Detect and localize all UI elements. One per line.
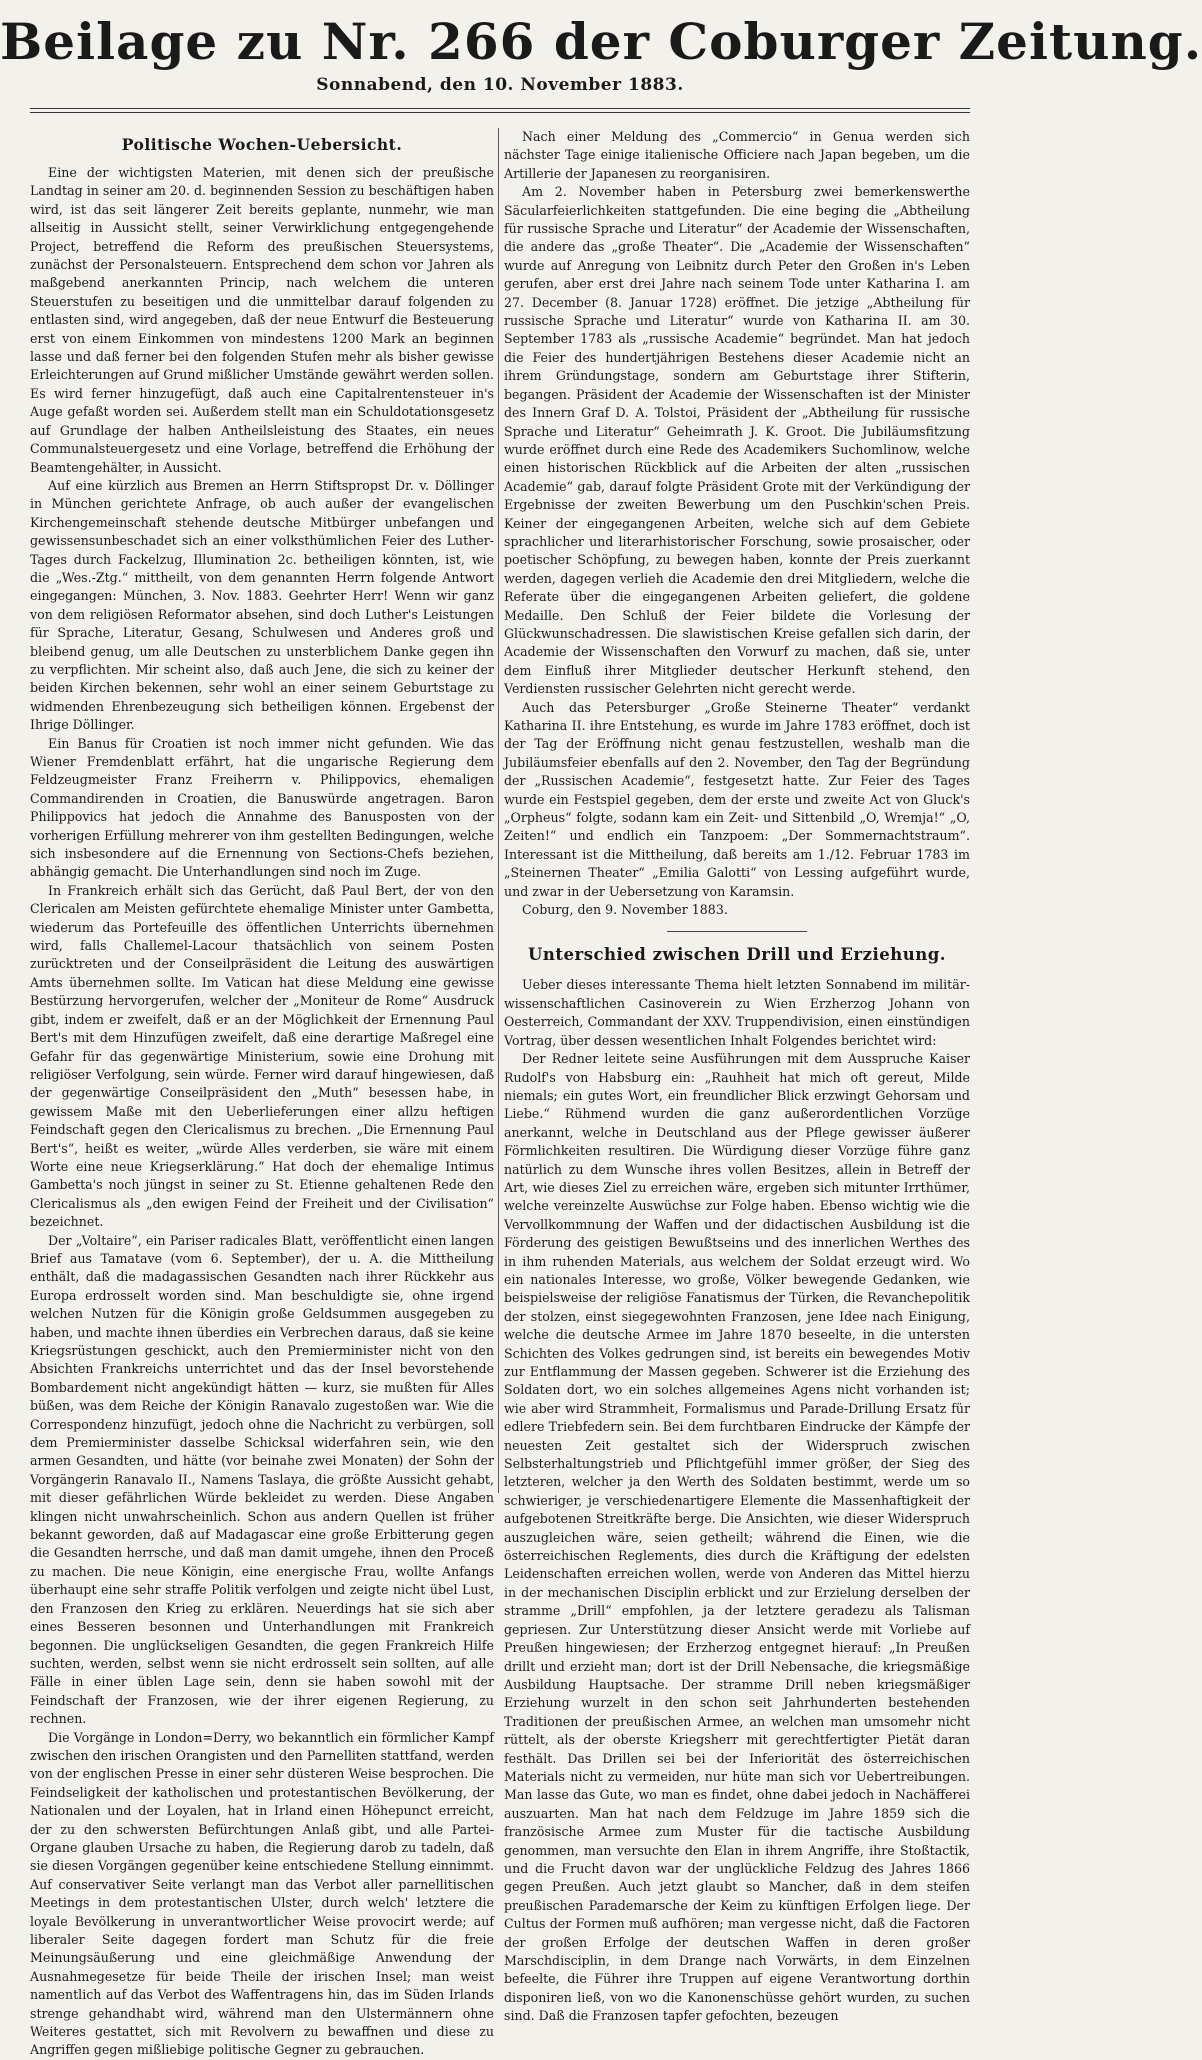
- masthead-rule-bottom: [30, 112, 970, 113]
- article-paragraph: Ueber dieses interessante Thema hielt letzten Sonnabend im militär-wissenschaftlichen Casinoverein zu Wien Erzherzog Johann von Oesterreich, Commandant der XXV. Truppendivision, einen einstündigen Vortrag, über dessen wesentlichen Inhalt Folgendes berichtet wird:: [504, 977, 970, 1048]
- article-paragraph: Der Redner leitete seine Ausführungen mit dem Ausspruche Kaiser Rudolf's von Habsburg ein: „Rauhheit hat mich oft gereut, Milde niemals; ein gutes Wort, ein freundlicher Blick erzwingt Gehorsam und Liebe.“ Rühmend wurden die ganz außerordentlichen Vorzüge anerkannt, welche in Deutschland aus der Pflege gewisser äußerer Förmlichkeiten resultiren. Die Würdigung dieser Vorzüge führe ganz natürlich zu dem Wunsche ihres vollen Besitzes, allein in Betreff der Art, wie dieses Ziel zu erreichen wäre, ergeben sich mitunter Irrthümer, welche vereinzelte Auswüchse zur Folge haben. Ebenso wichtig wie die Vervollkommnung der Waffen und der didactischen Ausbildung ist die Förderung des geistigen Bewußtseins und des innerlichen Werthes des in ihm ruhenden Materials, aus welchem der Soldat erzeugt wird. Wo ein nationales Interesse, wo große, Völker bewegende Gedanken, wie beispielsweise der religiöse Fanatismus der Türken, die Revanchepolitik der stolzen, einst siegegewohnten Franzosen, jene Idee nach Einigung, welche die deutsche Armee im Jahre 1870 beseelte, in die untersten Schichten des Volkes gedrungen sind, ist bereits ein bewegendes Motiv zur Entflammung der Massen gegeben. Schwerer ist die Erziehung des Soldaten dort, wo ein solches allgemeines Agens nicht vorhanden ist; wie aber wird Strammheit, Formalismus und Parade-Drillung Ersatz für edlere Triebfedern sein. Bei dem furchtbaren Eindrucke der Kämpfe der neuesten Zeit gestaltet sich der Widerspruch zwischen Selbsterhaltungstrieb und Pflichtgefühl immer größer, der Sieg des letzteren, welcher ja den Werth des Soldaten bestimmt, werde um so schwieriger, je verschiedenartigere Elemente die Massenhaftigkeit der aufgebotenen Streitkräfte berge. Die Ansichten, wie dieser Widerspruch auszugleichen wäre, seien getheilt; während die Einen, wie die österreichischen Reglements, dies durch die Kräftigung der edelsten Leidenschaften erreichen wollen, werde von Anderen das Mittel hierzu in der mechanischen Disciplin erblickt und zur Erzielung derselben der stramme „Drill“ empfohlen, ja der letztere geradezu als Talisman gepriesen. Zur Unterstützung dieser Ansicht werde mit Vorliebe auf Preußen hingewiesen; der Erzherzog entgegnet hierauf: „In Preußen drillt und erzieht man; dort ist der Drill Nebensache, die kriegsmäßige Ausbildung Hauptsache. Der stramme Drill neben kriegsmäßiger Erziehung wurzelt in den schon seit Jahrhunderten bestehenden Traditionen der preußischen Armee, an welchen man umsomehr nicht rüttelt, als der oberste Kriegsherr mit gerechtfertigter Pietät daran festhält. Das Drillen sei bei der Inferiorität des österreichischen Materials nicht zu vermeiden, nur hüte man sich vor Uebertreibungen. Man lasse das Gute, wo man es findet, ohne dabei jedoch in Nachäfferei auszuarten. Man hat nach dem Feldzuge im Jahre 1859 sich die französische Armee zum Muster für die tactische Ausbildung genommen, man versuchte den Elan in ihrem Angriffe, ihre Stoßtactik, und die Frucht davon war der unglückliche Feldzug des Jahres 1866 gegen Preußen. Auch jetzt glaubt so Mancher, daß in dem steifen preußischen Parademarsche der Keim zu künftigen Erfolgen liege. Der Cultus der Formen muß aufhören; man vergesse nicht, daß die Factoren der großen Erfolge der deutschen Waffen in deren großer Marschdisciplin, in dem Drange nach Vorwärts, in dem Einzelnen befeelte, die Führer ihre Truppen auf eigene Verantwortung dorthin disponiren ließ, von wo die Kanonenschüsse gehört wurden, zu suchen sind. Daß die Franzosen tapfer gefochten, bezeugen: [504, 1051, 970, 2024]
- article-heading-drill: Unterschied zwischen Drill und Erziehung.: [528, 945, 946, 965]
- article-paragraph: Die Vorgänge in London=Derry, wo bekanntlich ein förmlicher Kampf zwischen den irischen Orangisten und den Parnelliten stattfand, werden von der englischen Presse in einer sehr düsteren Weise besprochen. Die Feindseligkeit der katholischen und protestantischen Bevölkerung, der Nationalen und der Loyalen, hat in Irland einen Höhepunct erreicht, der zu den schwersten Befürchtungen Anlaß gibt, und alle Partei-Organe glauben Ursache zu haben, die Regierung darob zu tadeln, daß sie diesen Vorgängen gegenüber keine entschiedene Stellung einnimmt. Auf conservativer Seite verlangt man das Verbot aller parnellitischen Meetings in dem protestantischen Ulster, durch welch' letztere die loyale Bevölkerung in unverantwortlicher Weise provocirt werde; auf liberaler Seite dagegen fordert man Schutz für die freie Meinungsäußerung und eine gleichmäßige Anwendung der Ausnahmegesetze für beide Theile der irischen Insel; man weist namentlich auf das Verbot des Waffentragens hin, das im Süden Irlands strenge gehandhabt wird, während man den Ulstermännern ohne Weiteres gestattet, sich mit Revolvern zu bewaffnen und diese zu Angriffen gegen mißliebige politische Gegner zu gebrauchen.: [30, 1729, 494, 2058]
- masthead: [0, 0, 1202, 112]
- right-column: [504, 128, 970, 2024]
- article-paragraph: Der „Voltaire“, ein Pariser radicales Blatt, veröffentlicht einen langen Brief aus Tamatave (vom 6. September), der u. A. die Mittheilung enthält, daß die madagassischen Gesandten nach ihrer Rückkehr aus Europa erdrosselt worden sind. Man beschuldigte sie, ohne irgend welchen Nutzen für die Königin große Geldsummen ausgegeben zu haben, und machte ihnen überdies ein Verbrechen daraus, daß sie keine Kriegsrüstungen geschickt, auch den Premierminister nicht von den Absichten Frankreichs unterrichtet und das der Insel bevorstehende Bombardement nicht angekündigt hätten — kurz, sie mußten für Alles büßen, was dem Reiche der Königin Ranavalo zugestoßen war. Wie die Correspondenz hinzufügt, jedoch ohne die Nachricht zu verbürgen, soll dem Premierminister dasselbe Schicksal widerfahren sein, wie den armen Gesandten, und hätte (vor beinahe zwei Monaten) der Sohn der Vorgängerin Ranavalo II., Namens Taslaya, die größte Aussicht gehabt, mit dieser gefährlichen Würde bekleidet zu werden. Diese Angaben klingen nicht unwahrscheinlich. Schon aus andern Quellen ist früher bekannt geworden, daß auf Madagascar eine große Erbitterung gegen die Gesandten herrsche, und daß man damit umgehe, ihnen den Proceß zu machen. Die neue Königin, eine energische Frau, wollte Anfangs überhaupt eine sehr straffe Politik verfolgen und zeigte nicht übel Lust, den Franzosen den Krieg zu erklären. Neuerdings hat sie sich aber eines Besseren besonnen und Unterhandlungen mit Frankreich begonnen. Die unglückseligen Gesandten, die gegen Frankreich Hilfe suchten, werden, selbst wenn sie nicht erdrosselt sein sollten, auf alle Fälle in einer üblen Lage sein, denn sie haben sowohl mit der Feindschaft der Franzosen, wie der ihrer eigenen Regierung, zu rechnen.: [30, 1232, 494, 1727]
- article-dateline: Coburg, den 9. November 1883.: [522, 902, 728, 918]
- newspaper-title: Beilage zu Nr. 266 der Coburger Zeitung.: [0, 12, 1202, 71]
- masthead-rule-top: [30, 108, 970, 109]
- issue-date: Sonnabend, den 10. November 1883.: [316, 75, 684, 95]
- section-rule: [667, 931, 807, 932]
- article-paragraph: Nach einer Meldung des „Commercio“ in Genua werden sich nächster Tage einige italienische Officiere nach Japan begeben, um die Artillerie der Japanesen zu reorganisiren.: [504, 129, 970, 181]
- column-divider: [498, 128, 499, 1493]
- left-column: [30, 128, 494, 2058]
- article-paragraph: Ein Banus für Croatien ist noch immer nicht gefunden. Wie das Wiener Fremdenblatt erfährt, hat die ungarische Regierung dem Feldzeugmeister Franz Freiherrn v. Philippovics, ehemaligen Commandirenden in Croatien, die Banuswürde angetragen. Baron Philippovics hat jedoch die Annahme des Banusposten von der vorherigen Erfüllung mehrerer von ihm gestellten Bedingungen, welche sich insbesondere auf die Ernennung von Sections-Chefs beziehen, abhängig gemacht. Die Unterhandlungen sind noch im Zuge.: [30, 735, 494, 880]
- article-paragraph: Am 2. November haben in Petersburg zwei bemerkenswerthe Säcularfeierlichkeiten stattgefunden. Die eine beging die „Abtheilung für russische Sprache und Literatur“ der Academie der Wissenschaften, die andere das „große Theater“. Die „Academie der Wissenschaften“ wurde auf Anregung von Leibnitz durch Peter den Großen in's Leben gerufen, aber erst drei Jahre nach seinem Tode unter Katharina I. am 27. December (8. Januar 1728) eröffnet. Die jetzige „Abtheilung für russische Sprache und Literatur“ wurde von Katharina II. am 30. September 1783 als „russische Academie“ begründet. Man hat jedoch die Feier des hundertjährigen Bestehens dieser Academie nicht an ihrem Gründungstage, sondern am Geburtstage ihrer Stifterin, begangen. Präsident der Academie der Wissenschaften ist der Minister des Innern Graf D. A. Tolstoi, Präsident der „Abtheilung für russische Sprache und Literatur“ Geheimrath J. K. Groot. Die Jubiläumsfitzung wurde eröffnet durch eine Rede des Academikers Suchomlinow, welche einen historischen Rückblick auf die Arbeiten der alten „russischen Academie“ gab, darauf folgte Präsident Grote mit der Verkündigung der Ergebnisse der zweiten Bewerbung um den Puschkin'schen Preis. Keiner der eingegangenen Arbeiten, welche sich auf dem Gebiete sprachlicher und literarhistorischer Forschung, sowie prosaischer, oder poetischer Schöpfung, zu bewegen haben, konnte der Preis zuerkannt werden, dagegen verlieh die Academie den drei Mitgliedern, welche die Referate über die eingegangenen Arbeiten geliefert, die goldene Medaille. Den Schluß der Feier bildete die Vorlesung der Glückwunschadressen. Die slawistischen Kreise gefallen sich darin, der Academie der Wissenschaften den Vorwurf zu machen, daß sie, unter dem Einfluß ihrer Mitglieder deutscher Herkunft stehend, den Verdiensten russischer Gelehrten nicht gerecht werde.: [504, 184, 970, 697]
- article-paragraph: Auf eine kürzlich aus Bremen an Herrn Stiftspropst Dr. v. Döllinger in München gerichtete Anfrage, ob auch außer der evangelischen Kirchengemeinschaft stehende deutsche Mitbürger unbefangen und gewissensunbeschadet sich an einer volksthümlichen Feier des Luther-Tages durch Fackelzug, Illumination 2c. betheiligen könnten, ist, wie die „Wes.-Ztg.“ mittheilt, von dem genannten Herrn folgende Antwort eingegangen: München, 3. Nov. 1883. Geehrter Herr! Wenn wir ganz von dem religiösen Reformator absehen, sind doch Luther's Leistungen für Sprache, Literatur, Gesang, Schulwesen und Anderes groß und bleibend genug, um alle Deutschen zu unsterblichem Danke gegen ihn zu verpflichten. Mir scheint also, daß auch Jene, die sich zu keiner der beiden Kirchen bekennen, sehr wohl an einer seinem Geburtstage zu widmenden Ehrenbezeugung sich betheiligen können. Ergebenst der Ihrige Döllinger.: [30, 477, 494, 733]
- article-paragraph: Auch das Petersburger „Große Steinerne Theater“ verdankt Katharina II. ihre Entstehung, es wurde im Jahre 1783 eröffnet, doch ist der Tag der Eröffnung nicht genau festzustellen, weshalb man die Jubiläumsfeier ebenfalls auf den 2. November, den Tag der Begründung der „Russischen Academie“, festgesetzt hatte. Zur Feier des Tages wurde ein Festspiel gegeben, dem der erste und zweite Act von Gluck's „Orpheus“ folgte, sodann kam ein Zeit- und Sittenbild „O, Wremja!“ „O, Zeiten!“ und endlich ein Tanzpoem: „Der Sommernachtstraum“. Interessant ist die Mittheilung, daß bereits am 1./12. Februar 1783 im „Steinernen Theater“ „Emilia Galotti“ von Lessing aufgeführt wurde, und zwar in der Uebersetzung von Karamsin.: [504, 699, 970, 899]
- article-paragraph: In Frankreich erhält sich das Gerücht, daß Paul Bert, der von den Clericalen am Meisten gefürchtete ehemalige Minister unter Gambetta, wiederum das Portefeuille des öffentlichen Unterrichts übernehmen wird, falls Challemel-Lacour thatsächlich von seinem Posten zurücktreten und der Conseilpräsident die Leitung des auswärtigen Amts übernehmen sollte. Im Vatican hat diese Meldung eine gewisse Bestürzung hervorgerufen, welcher der „Moniteur de Rome“ Ausdruck gibt, indem er zweifelt, daß er an der Möglichkeit der Ernennung Paul Bert's mit dem Hinzufügen zweifelt, daß eine derartige Maßregel eine Gefahr für das gegenwärtige Ministerium, sowie eine Drohung mit religiöser Verfolgung, sein würde. Ferner wird darauf hingewiesen, daß der gegenwärtige Conseilpräsident den „Muth“ besessen habe, in gewissem Maße mit den Ueberlieferungen einer allzu heftigen Feindschaft gegen den Clericalismus zu brechen. „Die Ernennung Paul Bert's“, heißt es weiter, „würde Alles verderben, sie wäre mit einem Worte eine neue Kriegserklärung.“ Hat doch der ehemalige Intimus Gambetta's noch jüngst in seiner zu St. Etienne gehaltenen Rede den Clericalismus als „den ewigen Feind der Freiheit und der Civilisation“ bezeichnet.: [30, 882, 494, 1230]
- article-heading-weekly-review: Politische Wochen-Uebersicht.: [121, 135, 403, 154]
- article-paragraph: Eine der wichtigsten Materien, mit denen sich der preußische Landtag in seiner am 20. d. beginnenden Session zu beschäftigen haben wird, ist das seit längerer Zeit bereits geplante, nunmehr, wie man allseitig in Aussicht stellt, seiner Verwirklichung entgegengehende Project, betreffend die Reform des preußischen Steuersystems, zunächst der Personalsteuern. Entsprechend dem schon vor Jahren als maßgebend anerkannten Princip, nach welchem die unteren Steuerstufen zu beseitigen und die unmittelbar darauf folgenden zu entlasten sind, wird angegeben, daß der neue Entwurf die Besteuerung erst von einem Einkommen von mindestens 1200 Mark an beginnen lasse und daß ferner bei den folgenden Stufen mehr als bisher gewisse Erleichterungen auf Grund mißlicher Umstände gewährt werden sollen. Es wird ferner hinzugefügt, daß auch eine Capitalrentensteuer in's Auge gefaßt worden sei. Außerdem stellt man ein Schuldotationsgesetz auf Grundlage der halben Antheilsleistung des Staates, ein neues Communalsteuergesetz und eine Vorlage, betreffend die Erhöhung der Beamtengehälter, in Aussicht.: [30, 165, 494, 475]
